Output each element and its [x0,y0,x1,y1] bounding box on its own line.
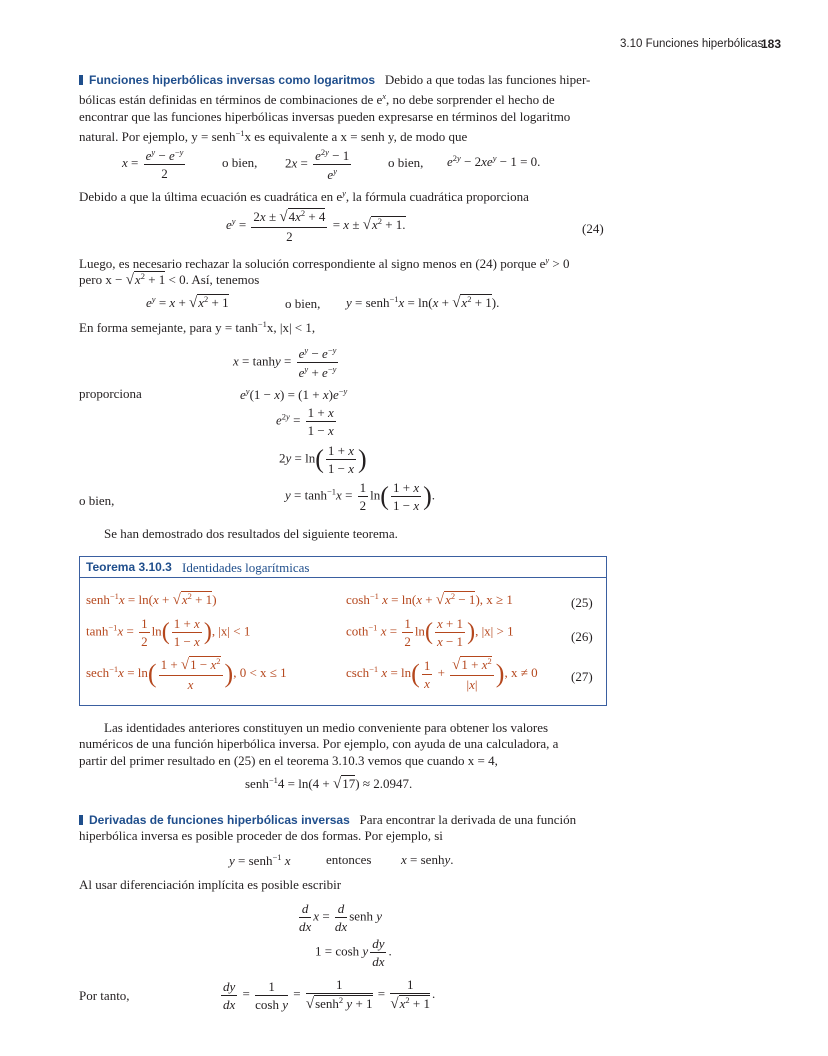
derivative-text: hiperbólica inversa es posible proceder de dos formas. Por ejemplo, si [79,828,443,844]
results-sentence: Se han demostrado dos resultados del siguiente teorema. [104,526,398,541]
equation-y-senh-inverse: y = senh$^{-1}$ x [229,852,291,868]
after-text: numéricos de una función hiperbólica inversa. Por ejemplo, con ayuda de una calculadora, a [79,736,559,752]
equation-2x: 2x = $\frac{e^{2y} - 1}{e^y}$ [285,147,350,182]
equation-24: $e^y$ = $\frac{2x \pm √4x^2 + 4}{2}$ = $x \pm √x^2 + 1$. [226,208,406,244]
intro-text: , no debe sorprender el hecho de [386,92,555,108]
intro-text: natural. Por ejemplo, y = senh [79,128,236,144]
theorem-name: Identidades logarítmicas [182,560,310,575]
equation-senh-4: senh$^{-1}$4 = ln(4 + √17) ≈ 2.0947. [245,775,413,792]
intro-text: x es equivalente a x = senh y, de modo que [244,128,468,144]
after-text: Las identidades anteriores constituyen un medio conveniente para obtener los valores [104,720,549,735]
entonces-text: entonces [326,852,372,867]
after-theorem-paragraph [79,720,607,769]
equation-number-27: (27) [571,669,593,684]
proporciona-label: proporciona [79,386,142,401]
theorem-label: Teorema 3.10.3 [86,560,172,574]
identity-tanh-inverse: $\tanh^{-1}x$ = $\frac{1}{2}$ ln( $\frac{1 + x}{1 - x}$ ), |x| < 1 [86,616,251,649]
or-text: o bien, [388,155,424,170]
equation-step-1: $e^y(1 - x) = (1 + x)e^{-y}$ [240,386,348,402]
running-header: 3.10 Funciones hiperbólicas [620,38,764,50]
intro-text: Debido a que todas las funciones hiper- [384,72,591,87]
equation-senh-inverse-log: $e^y = x + √x^2 + 1$ [146,294,229,311]
heading-marker [79,75,83,85]
section-inverse-as-logs: Funciones hiperbólicas inversas como logaritmos Debido a que todas las funciones hiper- bólicas están definidas en términos de combinaciones de $e^x$, no debe sorprender el hecho de encontrar que las funciones hiperbólicas inversas pueden expresarse en términos del logaritmo natural. Por ejemplo, y = senh$^{-1}$x es equivalente a x = senh y, de modo que [79,72,607,145]
tanh-intro: En forma semejante, para $y = \tanh^{-1}x$, |x| < 1, [79,319,316,335]
equation-tanh-ln: $y = \tanh^{-1}x$ = $\frac{1}{2}$ ln( $\frac{1 + x}{1 - x}$ ). [285,480,436,513]
equation-number-26: (26) [571,629,593,644]
theorem-header [80,557,606,578]
equation-x-senh: x = $\frac{e^y - e^{-y}}{2}$ [122,147,184,181]
equation-x-tanh: x = tanhy = $\frac{e^y - e^{-y}}{e^y + e^{-y}}$ [233,345,337,380]
identity-csch-inverse: csch$^{-1}$ x = ln( $\frac{1}{x}$ + $\frac{√1 + x^2}{|x|}$ ), x ≠ 0 [346,656,538,692]
identity-sech-inverse: sech$^{-1}$x = ln( $\frac{1 + √1 - x^2}{x}$ ), 0 < x ≤ 1 [86,656,287,692]
section-heading: Derivadas de funciones hiperbólicas inversas [89,813,350,827]
intro-text: encontrar que las funciones hiperbólicas inversas pueden expresarse en términos del logaritmo [79,108,571,124]
or-text: o bien, [79,493,115,508]
equation-derivative-result: $\frac{dy}{dx}$ = $\frac{1}{\text{cosh y}}$ = $\frac{1}{√senh^2 y + 1}$ = $\frac{1}{√x^2 + 1}$ . [223,977,436,1012]
equation-step-2: $e^{2y}$ = $\frac{1 + x}{1 - x}$ [276,405,334,438]
implicit-sentence: Al usar diferenciación implícita es posible escribir [79,877,342,892]
equation-quadratic: $e^{2y} - 2xe^y - 1 = 0$. [447,153,541,169]
section-heading: Funciones hiperbólicas inversas como logaritmos [89,73,376,87]
equation-x-senh-y: x = senhy. [401,852,454,867]
derivative-text: Para encontrar la derivada de una función [359,812,577,827]
after-text: partir del primer resultado en (25) en el teorema 3.10.3 vemos que cuando x = 4, [79,752,498,768]
luego-line-1: Luego, es necesario rechazar la solución correspondiente al signo menos en (24) porque $e^y > 0$ [79,255,570,271]
identity-cosh-inverse: $\cosh^{-1} x = \ln(x + √x^2 - 1)$, x ≥ 1 [346,591,513,608]
equation-step-3: 2y = ln( $\frac{1 + x}{1 - x}$ ) [279,443,367,476]
equation-number-25: (25) [571,595,593,610]
intro-text: bólicas están definidas en términos de combinaciones de e [79,92,383,108]
quadratic-sentence: Debido a que la última ecuación es cuadrática en $e^y$, la fórmula cuadrática proporciona [79,188,529,204]
identity-coth-inverse: coth$^{-1}$ x = $\frac{1}{2}$ ln( $\frac{x + 1}{x - 1}$ ), |x| > 1 [346,616,514,649]
luego-line-2: pero $x - √x^2 + 1 < 0$. Así, tenemos [79,271,260,288]
or-text: o bien, [222,155,258,170]
theorem-box [79,556,607,706]
equation-implicit-2: 1 = cosh y $\frac{dy}{dx}$ . [315,936,392,969]
equation-y-senh-ln: y = senh$^{-1}$x = $\ln(x + √x^2 + 1)$. [346,294,500,311]
equation-implicit-1: $\frac{d}{dx}$ x = $\frac{d}{dx}$ senh y [299,901,383,934]
section-derivatives [79,812,607,845]
portanto-label: Por tanto, [79,988,130,1003]
equation-number-24: (24) [582,221,604,236]
or-text: o bien, [285,296,321,311]
identity-senh-inverse: senh$^{-1}$x = $\ln(x + √x^2 + 1)$ [86,591,217,608]
heading-marker [79,815,83,825]
page-number: 183 [761,37,782,51]
